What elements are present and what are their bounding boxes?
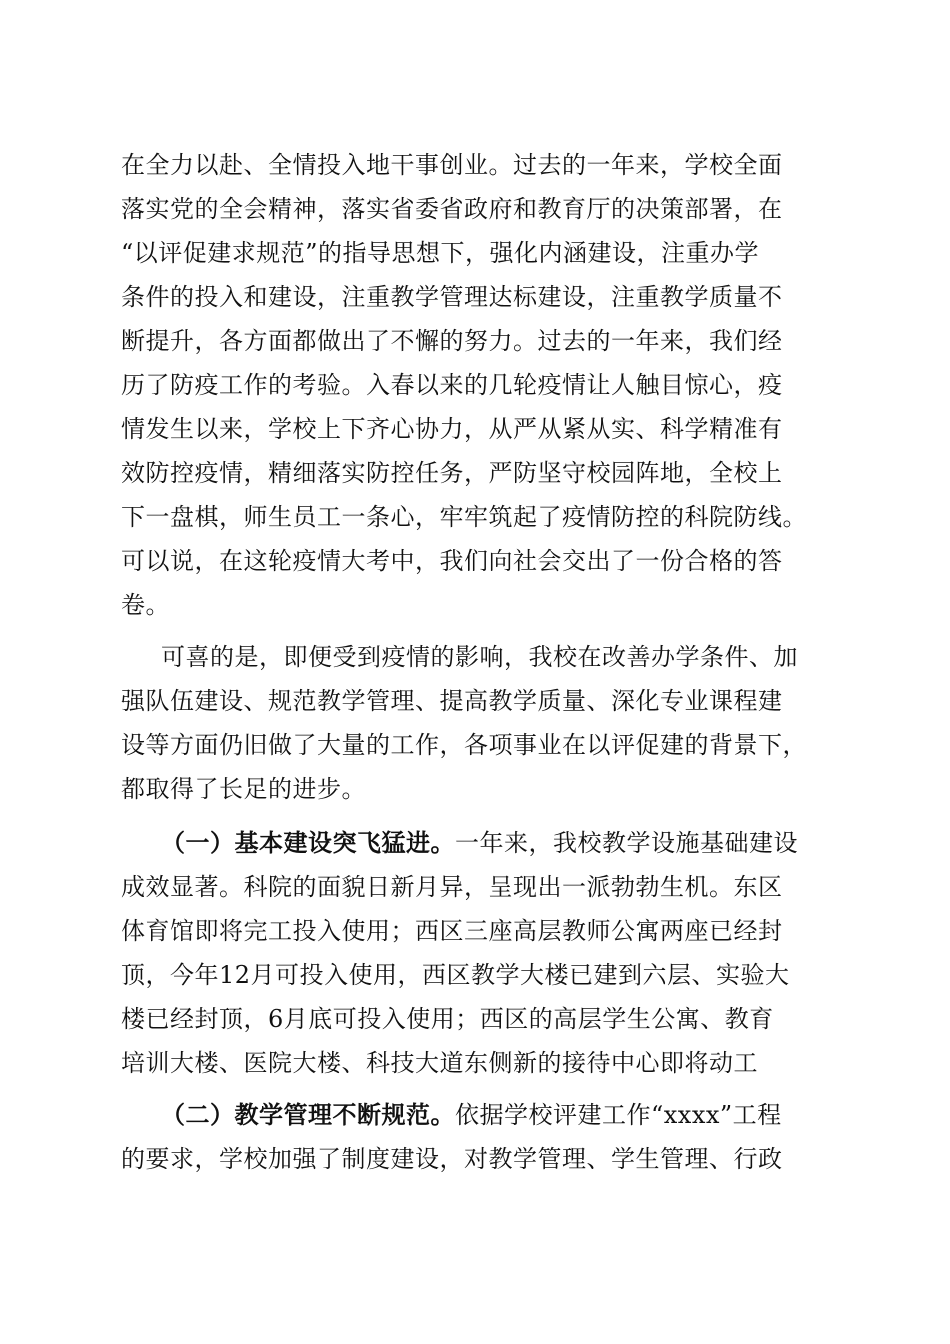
body-line: 成效显著。科院的面貌日新月异，呈现出一派勃勃生机。东区 [121, 873, 783, 901]
body-line: 强队伍建设、规范教学管理、提高教学质量、深化专业课程建 [121, 687, 783, 715]
body-line: 历了防疫工作的考验。入春以来的几轮疫情让人触目惊心，疫 [121, 371, 783, 399]
section-line [161, 1095, 841, 1135]
body-line: 可喜的是，即便受到疫情的影响，我校在改善办学条件、加 [161, 643, 798, 671]
body-line: 落实党的全会精神，落实省委省政府和教育厅的决策部署，在 [121, 195, 783, 223]
body-line: 楼已经封顶，6月底可投入使用；西区的高层学生公寓、教育 [121, 1005, 774, 1033]
body-line: 顶，今年12月可投入使用，西区教学大楼已建到六层、实验大 [121, 961, 790, 989]
body-line: 条件的投入和建设，注重教学管理达标建设，注重教学质量不 [121, 283, 783, 311]
body-text: 依据学校评建工作“xxxx”工程 [455, 1101, 782, 1129]
section-heading-1: （一）基本建设突飞猛进。 [161, 828, 455, 857]
body-line: “以评促建求规范”的指导思想下，强化内涵建设，注重办学 [121, 239, 760, 267]
body-line: 可以说，在这轮疫情大考中，我们向社会交出了一份合格的答 [121, 547, 783, 575]
body-line: 情发生以来，学校上下齐心协力，从严从紧从实、科学精准有 [121, 415, 783, 443]
body-line: 卷。 [121, 591, 170, 619]
body-line: 断提升，各方面都做出了不懈的努力。过去的一年来，我们经 [121, 327, 783, 355]
section-heading-2: （二）教学管理不断规范。 [161, 1100, 455, 1129]
body-line: 的要求，学校加强了制度建设，对教学管理、学生管理、行政 [121, 1145, 783, 1173]
body-line: 设等方面仍旧做了大量的工作，各项事业在以评促建的背景下， [121, 731, 807, 759]
body-line: 体育馆即将完工投入使用；西区三座高层教师公寓两座已经封 [121, 917, 783, 945]
body-line: 都取得了长足的进步。 [121, 775, 366, 803]
section-line [161, 823, 841, 863]
body-line: 效防控疫情，精细落实防控任务，严防坚守校园阵地，全校上 [121, 459, 783, 487]
body-line: 在全力以赴、全情投入地干事创业。过去的一年来，学校全面 [121, 151, 783, 179]
body-line: 培训大楼、医院大楼、科技大道东侧新的接待中心即将动工 [121, 1049, 758, 1077]
body-line: 下一盘棋，师生员工一条心，牢牢筑起了疫情防控的科院防线。 [121, 503, 807, 531]
body-text: 一年来，我校教学设施基础建设 [455, 829, 798, 857]
